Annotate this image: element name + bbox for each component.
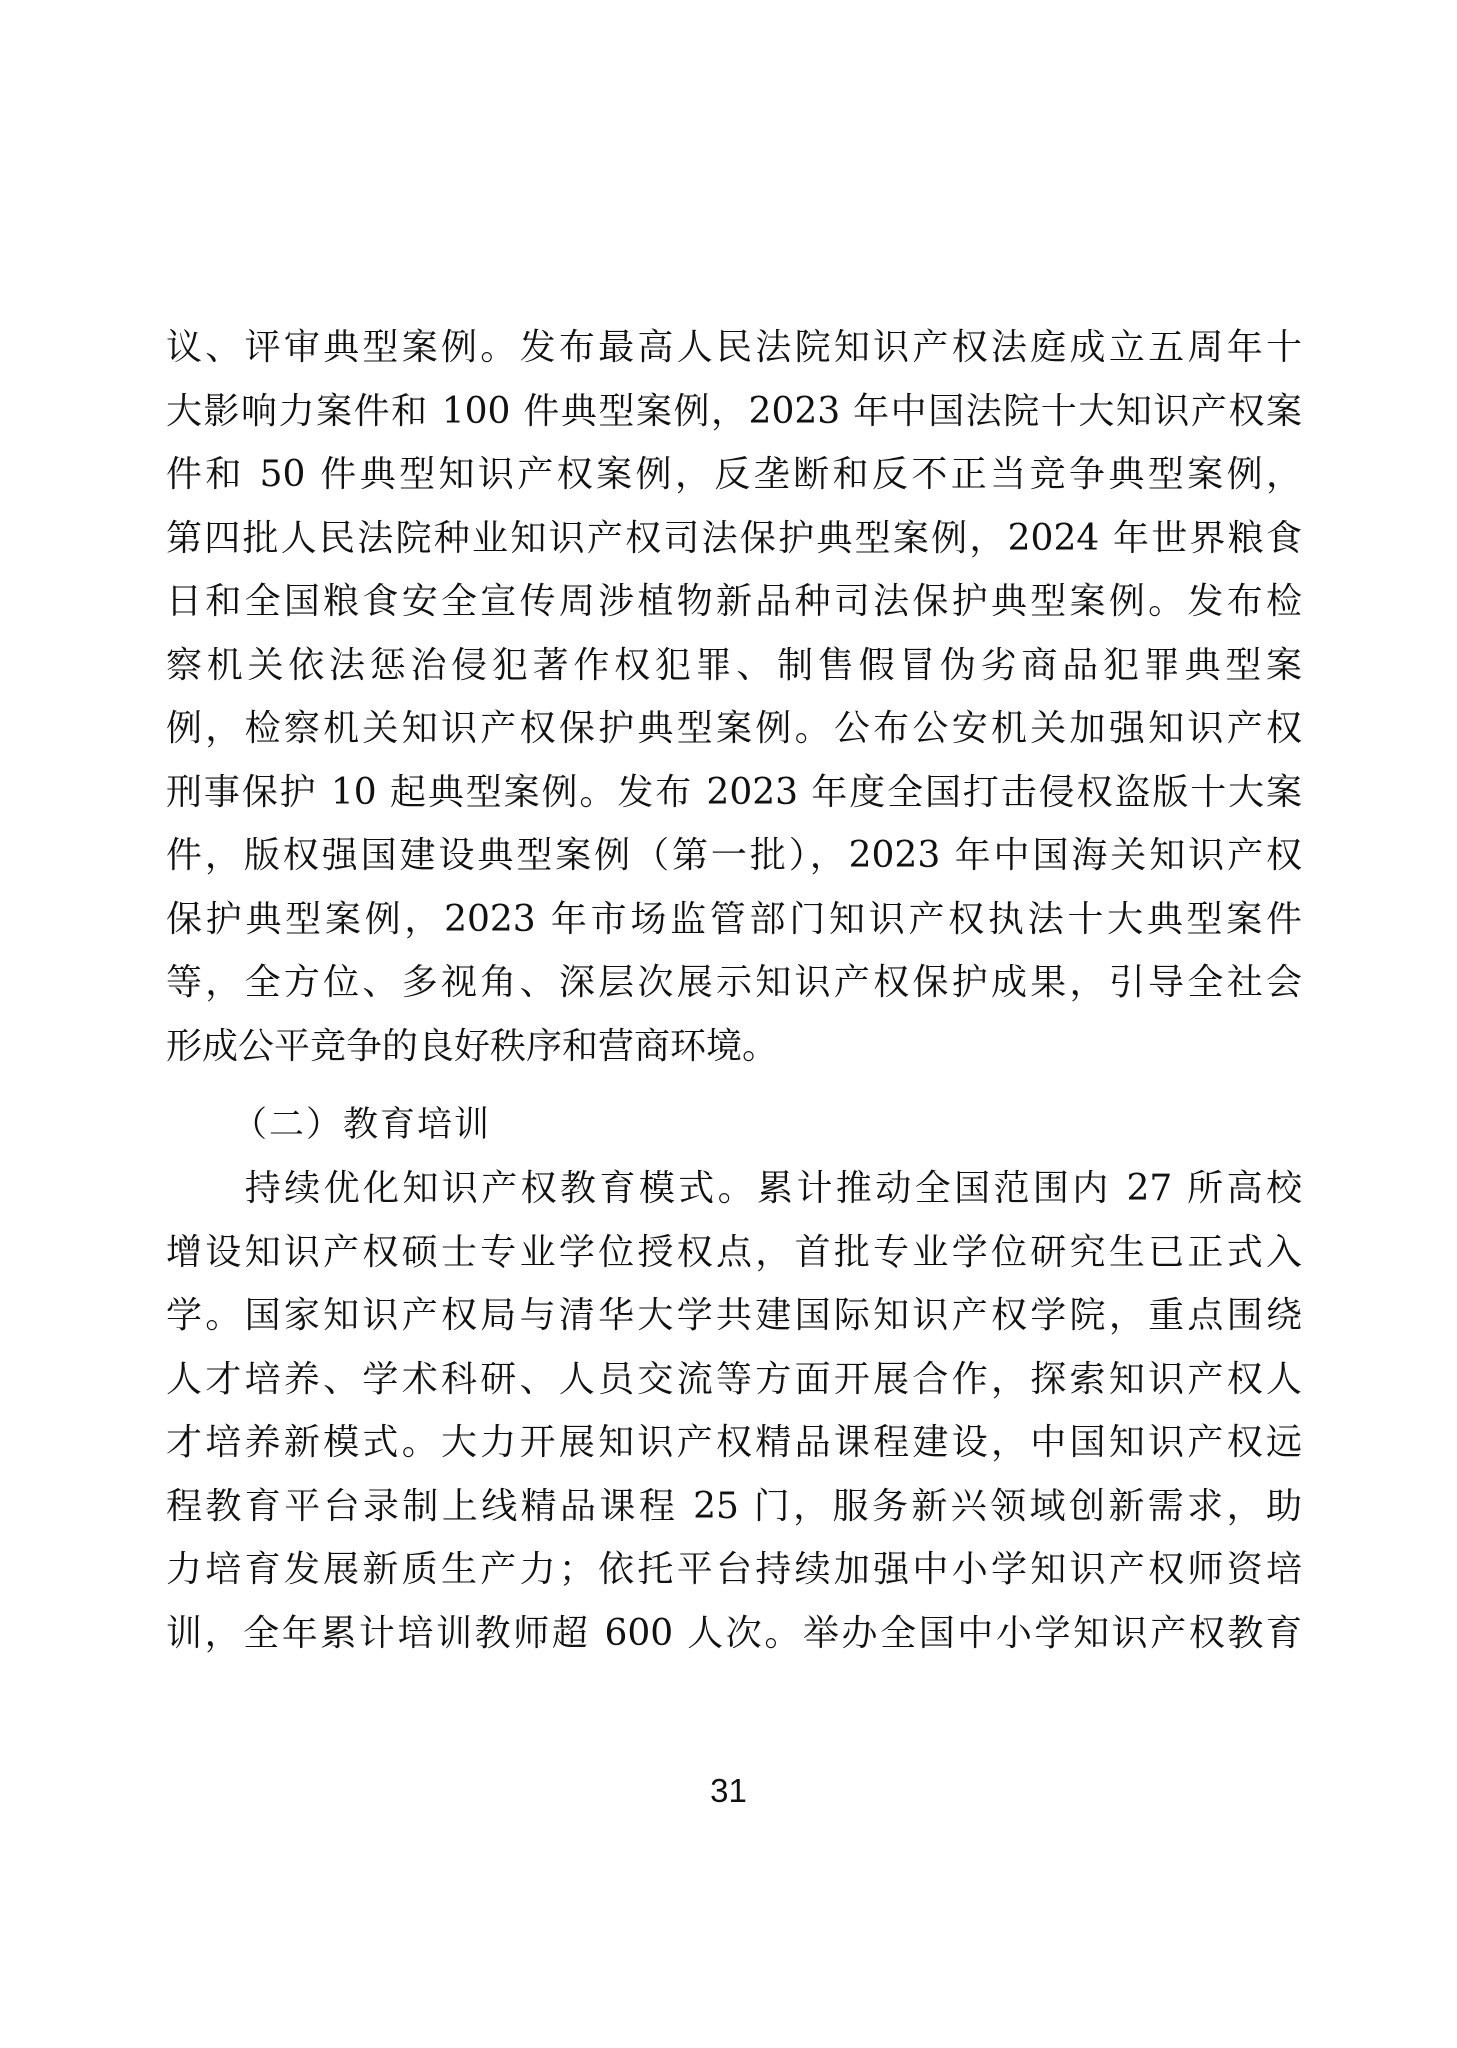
- paragraph-line: 件和 50 件典型知识产权案例，反垄断和反不正当竞争典型案例，: [166, 454, 1302, 495]
- paragraph-line: 察机关依法惩治侵犯著作权犯罪、制售假冒伪劣商品犯罪典型案: [166, 644, 1302, 686]
- paragraph-line: 等，全方位、多视角、深层次展示知识产权保护成果，引导全社会: [166, 962, 1302, 1003]
- paragraph-line: 训，全年累计培训教师超 600 人次。举办全国中小学知识产权教育: [166, 1612, 1302, 1654]
- paragraph-line: 件，版权强国建设典型案例（第一批），2023 年中国海关知识产权: [166, 835, 1302, 876]
- paragraph-1: [166, 316, 1302, 1078]
- paragraph-line: 保护典型案例，2023 年市场监管部门知识产权执法十大典型案件: [166, 898, 1302, 940]
- page-number: 31: [710, 1772, 747, 1809]
- paragraph-2: [166, 1157, 1302, 1665]
- paragraph-line: 才培养新模式。大力开展知识产权精品课程建设，中国知识产权远: [166, 1422, 1302, 1463]
- section-heading: （二）教育培训: [232, 1105, 492, 1145]
- paragraph-line: 议、评审典型案例。发布最高人民法院知识产权法庭成立五周年十: [166, 327, 1302, 368]
- paragraph-line: 增设知识产权硕士专业学位授权点，首批专业学位研究生已正式入: [166, 1231, 1302, 1273]
- paragraph-line: 力培育发展新质生产力；依托平台持续加强中小学知识产权师资培: [166, 1549, 1302, 1590]
- paragraph-line: 大影响力案件和 100 件典型案例，2023 年中国法院十大知识产权案: [166, 390, 1302, 432]
- paragraph-line: 持续优化知识产权教育模式。累计推动全国范围内 27 所高校: [166, 1168, 1302, 1209]
- paragraph-line: 第四批人民法院种业知识产权司法保护典型案例，2024 年世界粮食: [166, 517, 1302, 559]
- paragraph-line: 日和全国粮食安全宣传周涉植物新品种司法保护典型案例。发布检: [166, 581, 1302, 622]
- paragraph-line: 刑事保护 10 起典型案例。发布 2023 年度全国打击侵权盗版十大案: [166, 771, 1302, 813]
- paragraph-line: 学。国家知识产权局与清华大学共建国际知识产权学院，重点围绕: [166, 1295, 1302, 1336]
- paragraph-line: 程教育平台录制上线精品课程 25 门，服务新兴领域创新需求，助: [166, 1485, 1302, 1527]
- paragraph-line: 形成公平竞争的良好秩序和营商环境。: [166, 1025, 779, 1067]
- paragraph-line: 例，检察机关知识产权保护典型案例。公布公安机关加强知识产权: [166, 708, 1302, 749]
- paragraph-line: 人才培养、学术科研、人员交流等方面开展合作，探索知识产权人: [166, 1358, 1302, 1400]
